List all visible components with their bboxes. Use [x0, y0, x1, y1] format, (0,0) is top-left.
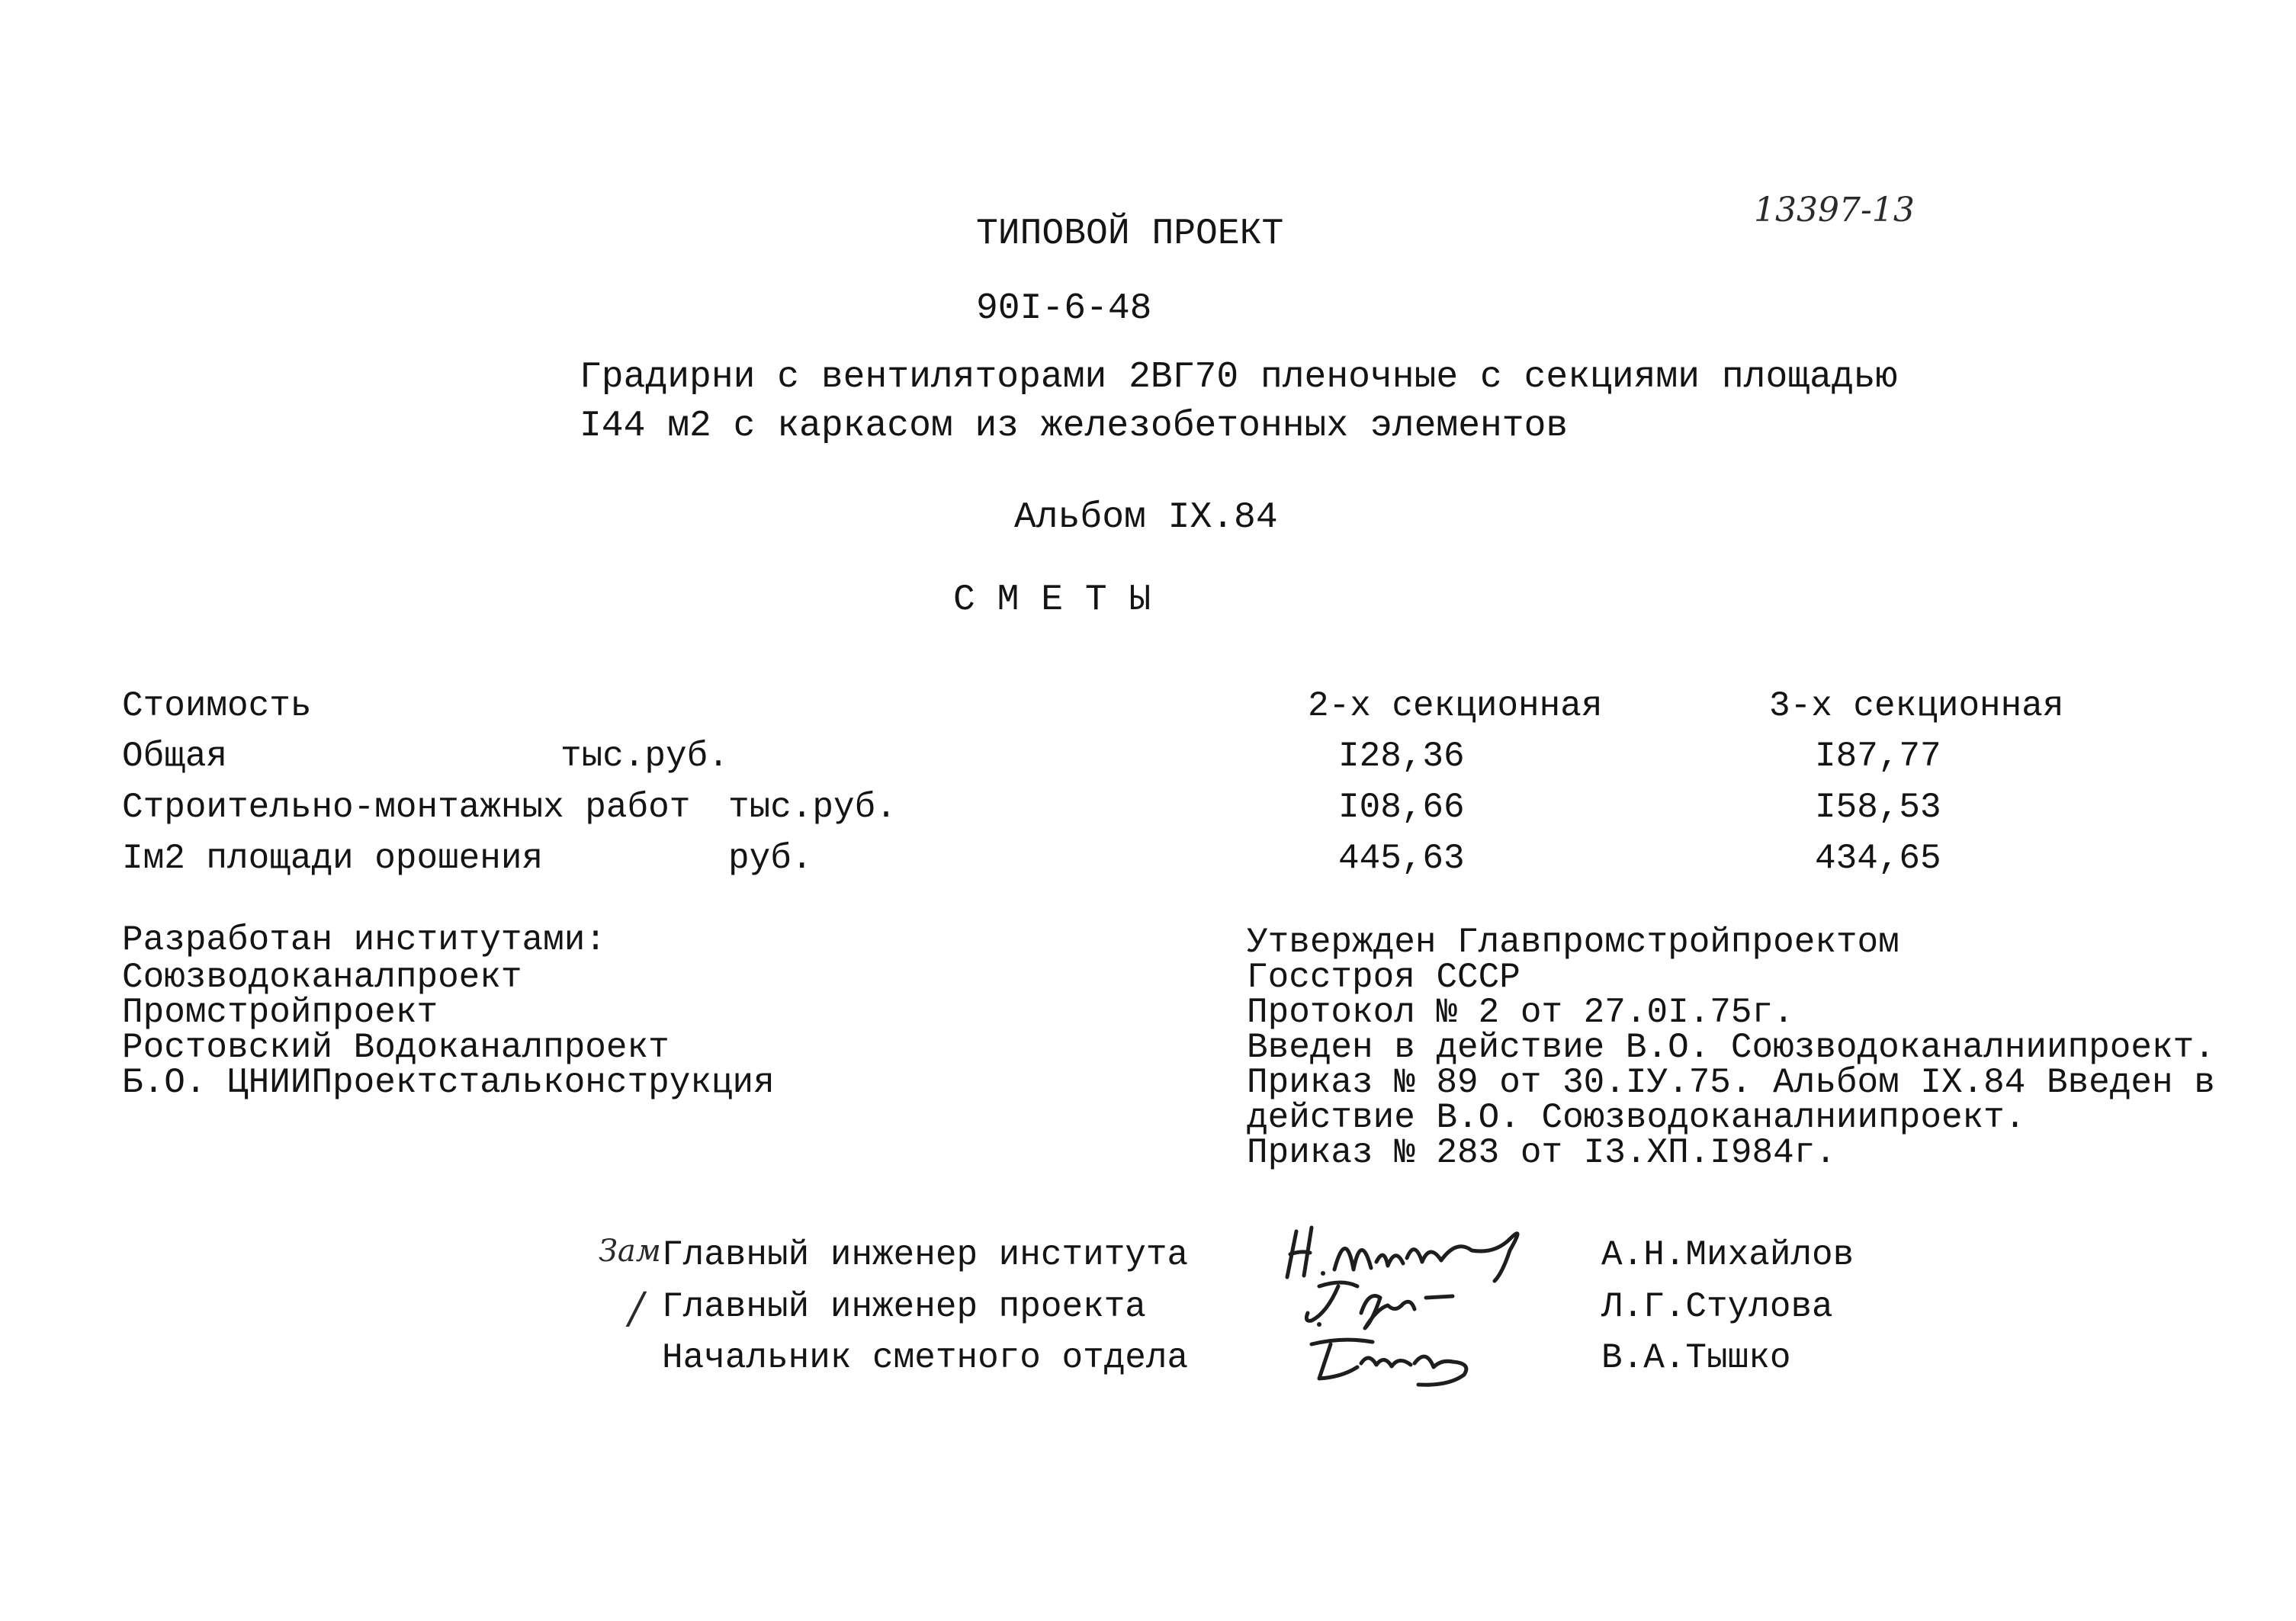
row-value-2-section: 445,63: [1338, 839, 1465, 878]
approval-line: Введен в действие В.О. Союзводоканалниипроект.: [1247, 1028, 2215, 1067]
signature-position: Главный инженер института: [662, 1235, 1189, 1275]
description-line-2: I44 м2 с каркасом из железобетонных элементов: [580, 406, 1569, 447]
approval-line: Приказ № 89 от 30.IУ.75. Альбом IX.84 Введен в: [1247, 1063, 2215, 1103]
approval-line: действие В.О. Союзводоканалниипроект.: [1247, 1098, 2026, 1138]
cost-header-label: Стоимость: [122, 686, 312, 726]
row-value-3-section: 434,65: [1815, 839, 1941, 878]
section-title: С М Е Т Ы: [953, 579, 1151, 621]
cost-header-3-section: 3-х секционная: [1769, 686, 2064, 726]
approval-line: Протокол № 2 от 27.0I.75г.: [1247, 993, 1794, 1032]
approval-line: Приказ № 283 от I3.XП.I984г.: [1247, 1133, 1836, 1173]
row-label: Iм2 площади орошения: [122, 839, 544, 878]
approval-line: Госстроя СССР: [1247, 958, 1520, 997]
description-line-1: Градирни с вентиляторами 2ВГ70 пленочные с секциями площадью: [580, 357, 1898, 398]
row-label: Строительно-монтажных работ: [122, 788, 691, 827]
project-code: 90I-6-48: [976, 288, 1152, 329]
row-unit: тыс.руб.: [560, 737, 729, 776]
row-value-2-section: I28,36: [1338, 737, 1465, 776]
album-label: Альбом IX.84: [1014, 497, 1278, 538]
signature-prefix: Зам: [599, 1234, 661, 1269]
institute-item: Промстройпроект: [122, 993, 438, 1032]
institute-item: Ростовский Водоканалпроект: [122, 1028, 670, 1067]
row-value-3-section: I58,53: [1815, 788, 1941, 827]
cost-header-2-section: 2-х секционная: [1308, 686, 1603, 726]
signature-position: Начальник сметного отдела: [662, 1338, 1189, 1378]
signature-name: Л.Г.Стулова: [1601, 1287, 1833, 1327]
signature-name: В.А.Тышко: [1601, 1338, 1791, 1378]
developed-by-heading: Разработан институтами:: [122, 920, 606, 960]
row-label: Общая: [122, 737, 228, 776]
signature-name: А.Н.Михайлов: [1601, 1235, 1854, 1275]
approval-line: Утвержден Главпромстройпроектом: [1247, 923, 1899, 962]
row-value-3-section: I87,77: [1815, 737, 1941, 776]
document-title: ТИПОВОЙ ПРОЕКТ: [976, 213, 1284, 255]
signature-position: Главный инженер проекта: [662, 1287, 1146, 1327]
signature-prefix: /: [629, 1284, 644, 1334]
institute-item: Б.О. ЦНИИПроектстальконструкция: [122, 1063, 775, 1103]
institute-item: Союзводоканалпроект: [122, 958, 522, 997]
document-number: 13397-13: [1754, 191, 1915, 230]
row-unit: руб.: [728, 839, 813, 878]
row-value-2-section: I08,66: [1338, 788, 1465, 827]
signature-tyshko: [1296, 1325, 1495, 1394]
row-unit: тыс.руб.: [728, 788, 897, 827]
